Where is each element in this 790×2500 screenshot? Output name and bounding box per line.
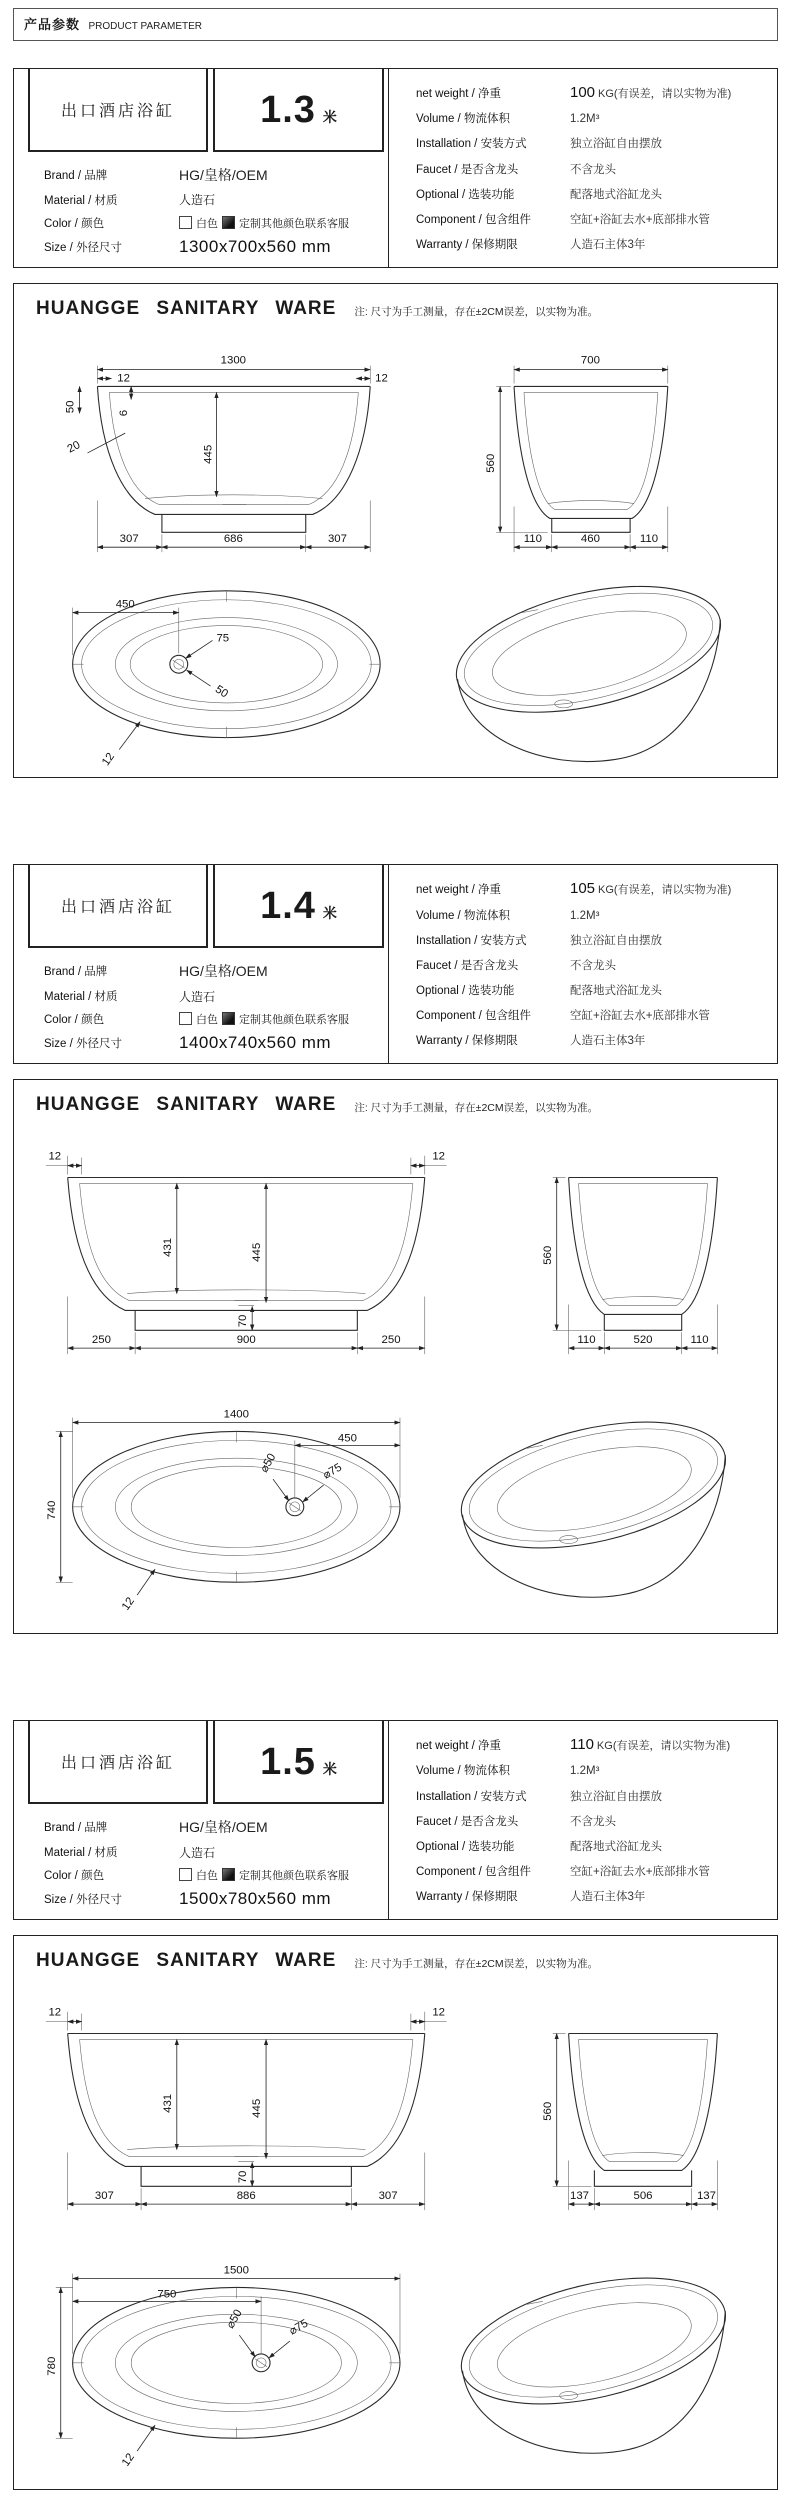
spec-row-optional: [416, 186, 773, 202]
dim-top-width: 1400: [223, 1408, 249, 1421]
spec-label: Color / 颜色: [44, 217, 105, 230]
dim-bottom-right: 307: [327, 533, 347, 546]
spec-row-component: [416, 1007, 773, 1023]
white-color-swatch: [179, 1868, 192, 1881]
drawing-header: [36, 1950, 767, 1972]
spec-row-size: [44, 237, 382, 257]
spec-label: Warranty / 保修期限: [416, 1035, 518, 1048]
dim-rim-right: 12: [375, 372, 388, 385]
spec-row-volume: [416, 110, 773, 126]
product-section-1-3m: [13, 68, 778, 778]
spec-value: 配落地式浴缸龙头: [570, 1840, 662, 1853]
dim-drain-d2: 50: [212, 683, 231, 701]
spec-row-installation: [416, 932, 773, 948]
spec-row-net-weight: [416, 880, 773, 897]
spec-label: Volume / 物流体积: [416, 113, 510, 126]
dim-h2: 445: [251, 1243, 264, 1263]
dim-rim-right: 12: [432, 1150, 446, 1163]
spec-value: 独立浴缸自由摆放: [570, 1790, 662, 1803]
spec-table: [13, 864, 778, 1064]
dim-side-width: 700: [580, 354, 600, 367]
color-white-label: 白色: [196, 1013, 218, 1026]
dim-rim-left: 12: [48, 1150, 62, 1163]
spec-label: Size / 外径尺寸: [44, 1038, 122, 1051]
white-color-swatch: [179, 1012, 192, 1025]
title-row: [14, 1721, 388, 1804]
drawing-header: [36, 298, 767, 320]
perspective-view-drawing: [444, 564, 732, 762]
spec-row-size: [44, 1033, 382, 1053]
page-title-en: PRODUCT PARAMETER: [88, 21, 202, 32]
page-title-cn: 产品参数: [24, 17, 81, 32]
spec-row-material: [44, 191, 382, 208]
product-size-box: [213, 69, 384, 152]
spec-value: 不含龙头: [570, 163, 616, 176]
front-view-drawing: [46, 1151, 447, 1354]
spec-label: Component / 包含组件: [416, 1010, 532, 1023]
spec-value: 人造石主体3年: [570, 1891, 646, 1904]
spec-value: 1.2M³: [570, 1765, 600, 1778]
dim-side-b2: 506: [633, 2190, 653, 2203]
dim-top-rim: 12: [119, 1595, 137, 1614]
spec-row-optional: [416, 1838, 773, 1854]
dim-h3: 70: [237, 2170, 250, 2184]
spec-value: [179, 1011, 349, 1027]
dim-side-height: 560: [541, 1246, 554, 1266]
drawing-panel: [13, 1935, 778, 2490]
spec-row-installation: [416, 135, 773, 151]
dim-drain-d1: ⌀50: [258, 1452, 279, 1475]
dim-side-b2: 520: [633, 1334, 653, 1347]
spec-value: 独立浴缸自由摆放: [570, 934, 662, 947]
product-name-box: [28, 69, 208, 152]
dim-drain-offset: 450: [115, 598, 135, 611]
product-name-box: [28, 865, 208, 948]
spec-row-color: [44, 215, 382, 231]
spec-value: 空缸+浴缸去水+底部排水管: [570, 1865, 710, 1878]
spec-table: [13, 1720, 778, 1920]
spec-value: 独立浴缸自由摆放: [570, 138, 662, 151]
spec-value: 不含龙头: [570, 1815, 616, 1828]
top-view-drawing: [73, 591, 380, 768]
dim-side-b1: 137: [570, 2190, 590, 2203]
spec-row-material: [44, 1844, 382, 1861]
measurement-note: 注: 尺寸为手工测量，存在±2CM误差，以实物为准。: [354, 1958, 599, 1971]
weight-note: KG(有误差，请以实物为准): [598, 884, 732, 897]
front-view-drawing: [65, 355, 388, 552]
spec-label: Faucet / 是否含龙头: [416, 163, 519, 176]
white-color-swatch: [179, 216, 192, 229]
side-view-drawing: [485, 355, 668, 552]
spec-label: Installation / 安装方式: [416, 934, 527, 947]
dim-bottom-right: 307: [378, 2190, 398, 2203]
top-view-drawing: [46, 1409, 400, 1613]
size-number: 1.4: [260, 884, 316, 927]
spec-value: 配落地式浴缸龙头: [570, 984, 662, 997]
technical-drawings-1-3m: [28, 322, 767, 773]
spec-row-warranty: [416, 236, 773, 252]
brand-title: HUANGGE SANITARY WARE: [36, 1094, 337, 1116]
spec-value: 人造石: [179, 989, 216, 1004]
dim-h2: 445: [251, 2098, 264, 2119]
spec-value: 空缸+浴缸去水+底部排水管: [570, 213, 710, 226]
brand-title: HUANGGE SANITARY WARE: [36, 1950, 337, 1972]
spec-label: net weight / 净重: [416, 1740, 502, 1753]
weight-note: KG(有误差，请以实物为准): [596, 1740, 731, 1753]
product-section-1-4m: [13, 864, 778, 1634]
color-white-label: 白色: [196, 1869, 218, 1882]
perspective-view-drawing: [449, 2256, 737, 2454]
dim-side-b3: 110: [639, 533, 659, 546]
spec-value: HG/皇格/OEM: [179, 167, 268, 183]
spec-row-faucet: [416, 161, 773, 177]
spec-label: Faucet / 是否含龙头: [416, 1815, 519, 1828]
dim-drain-d1: 75: [216, 632, 230, 645]
spec-label: Volume / 物流体积: [416, 909, 510, 922]
product-name: 出口酒店浴缸: [60, 899, 175, 917]
spec-row-brand: [44, 961, 382, 981]
spec-value: HG/皇格/OEM: [179, 1819, 268, 1836]
spec-row-component: [416, 211, 773, 227]
dim-drain-offset: 450: [337, 1432, 357, 1445]
spec-row-warranty: [416, 1888, 773, 1904]
spec-label: Material / 材质: [44, 1847, 118, 1859]
spec-value: 1500x780x560 mm: [179, 1889, 332, 1909]
left-specs: [14, 152, 388, 267]
spec-label: Component / 包含组件: [416, 1865, 532, 1878]
spec-value: 1400x740x560 mm: [179, 1033, 332, 1053]
left-specs: [14, 1804, 388, 1919]
spec-table-right: [388, 69, 777, 267]
front-view-drawing: [46, 2007, 447, 2210]
spec-label: net weight / 净重: [416, 88, 502, 101]
weight-value: 110: [570, 1736, 594, 1754]
size-unit: 米: [322, 904, 337, 921]
spec-row-installation: [416, 1788, 773, 1804]
spec-row-faucet: [416, 957, 773, 973]
spec-row-optional: [416, 982, 773, 998]
dim-side-b3: 137: [696, 2190, 716, 2203]
spec-label: Warranty / 保修期限: [416, 1891, 518, 1904]
dim-side-b1: 110: [577, 1334, 596, 1347]
size-unit: 米: [322, 108, 337, 125]
side-view-drawing: [542, 1178, 718, 1355]
spec-row-volume: [416, 907, 773, 923]
custom-color-swatch: [222, 1012, 235, 1025]
spec-label: Optional / 选装功能: [416, 188, 515, 201]
spec-table-left: [14, 69, 388, 267]
measurement-note: 注: 尺寸为手工测量，存在±2CM误差，以实物为准。: [354, 1102, 599, 1115]
size-unit: 米: [322, 1760, 337, 1777]
page-header: [13, 8, 778, 41]
dim-side-b1: 110: [523, 533, 542, 546]
spec-value: HG/皇格/OEM: [179, 963, 268, 980]
spec-value: 1.2M³: [570, 113, 600, 126]
drawing-header: [36, 1094, 767, 1116]
technical-drawings-1-5m: [28, 1974, 767, 2485]
dim-bottom-mid: 686: [223, 533, 243, 546]
spec-label: Component / 包含组件: [416, 213, 532, 226]
size-number: 1.5: [260, 1740, 316, 1783]
spec-value: 1300x700x560 mm: [179, 236, 332, 256]
dim-h3: 70: [237, 1314, 250, 1328]
spec-row-brand: [44, 165, 382, 185]
size-number: 1.3: [260, 88, 316, 131]
weight-value: 100: [570, 84, 596, 102]
perspective-view-drawing: [449, 1400, 737, 1598]
dim-side-height: 560: [485, 453, 498, 473]
dim-bottom-right: 250: [381, 1334, 401, 1347]
dim-h1: 431: [161, 1238, 174, 1258]
color-custom-label: 定制其他颜色联系客服: [239, 1013, 349, 1026]
spec-row-brand: [44, 1817, 382, 1837]
color-custom-label: 定制其他颜色联系客服: [239, 1869, 349, 1882]
dim-rim-right: 12: [432, 2006, 446, 2019]
drawing-panel: [13, 1079, 778, 1634]
spec-table-left: [14, 1721, 388, 1919]
spec-row-faucet: [416, 1813, 773, 1829]
product-name: 出口酒店浴缸: [60, 1755, 175, 1773]
dim-drain-d1: ⌀50: [224, 2307, 245, 2331]
product-size-box: [213, 865, 384, 948]
spec-row-size: [44, 1889, 382, 1909]
dim-bottom-left: 307: [94, 2190, 114, 2203]
dim-depth: 445: [202, 444, 215, 464]
spec-value: [179, 1867, 349, 1883]
spec-value: 人造石主体3年: [570, 1035, 646, 1048]
spec-label: Color / 颜色: [44, 1013, 105, 1026]
dim-front-width: 1300: [220, 354, 247, 367]
spec-table: [13, 68, 778, 268]
weight-note: KG(有误差，请以实物为准): [598, 88, 732, 101]
spec-label: Optional / 选装功能: [416, 1840, 515, 1853]
dim-rim-left: 12: [48, 2006, 62, 2019]
spec-value: 不含龙头: [570, 959, 616, 972]
spec-label: Installation / 安装方式: [416, 1790, 527, 1803]
dim-bottom-mid: 900: [236, 1334, 256, 1347]
spec-label: Brand / 品牌: [44, 966, 108, 979]
spec-value: 人造石: [179, 1845, 216, 1860]
spec-label: net weight / 净重: [416, 884, 502, 897]
color-white-label: 白色: [196, 217, 218, 230]
spec-table-left: [14, 865, 388, 1063]
spec-label: Size / 外径尺寸: [44, 1894, 122, 1907]
spec-label: Brand / 品牌: [44, 1822, 108, 1835]
spec-label: Material / 材质: [44, 194, 118, 207]
spec-label: Installation / 安装方式: [416, 138, 527, 151]
dim-drain-d2: ⌀75: [287, 2317, 311, 2338]
spec-row-component: [416, 1863, 773, 1879]
spec-value: [179, 215, 349, 231]
spec-row-net-weight: [416, 84, 773, 101]
spec-table-right: [388, 1721, 777, 1919]
spec-label: Faucet / 是否含龙头: [416, 959, 519, 972]
product-name-box: [28, 1721, 208, 1804]
spec-row-color: [44, 1011, 382, 1027]
spec-value: 人造石: [179, 193, 216, 208]
measurement-note: 注: 尺寸为手工测量，存在±2CM误差，以实物为准。: [354, 306, 599, 318]
dim-side-b2: 460: [580, 533, 600, 546]
spec-value: 1.2M³: [570, 909, 600, 922]
top-view-drawing: [46, 2265, 400, 2469]
spec-label: Warranty / 保修期限: [416, 238, 518, 251]
custom-color-swatch: [222, 1868, 235, 1881]
title-row: [14, 865, 388, 948]
brand-title: HUANGGE SANITARY WARE: [36, 298, 337, 319]
spec-row-material: [44, 988, 382, 1005]
color-custom-label: 定制其他颜色联系客服: [239, 217, 349, 230]
dim-bottom-mid: 886: [236, 2190, 256, 2203]
dim-drain-offset: 750: [157, 2288, 177, 2301]
weight-value: 105: [570, 880, 596, 898]
spec-label: Material / 材质: [44, 991, 118, 1004]
left-specs: [14, 948, 388, 1063]
dim-top-width: 1500: [223, 2264, 249, 2277]
dim-drain-d2: ⌀75: [321, 1461, 344, 1482]
spec-label: Size / 外径尺寸: [44, 241, 122, 254]
dim-bottom-left: 250: [91, 1334, 111, 1347]
dim-top-height: 780: [45, 2356, 58, 2376]
product-size-box: [213, 1721, 384, 1804]
spec-value: 配落地式浴缸龙头: [570, 188, 662, 201]
dim-top-rim: 12: [119, 2451, 137, 2469]
spec-value: 空缸+浴缸去水+底部排水管: [570, 1010, 710, 1023]
dim-height-6: 6: [118, 409, 131, 417]
spec-table-right: [388, 865, 777, 1063]
dim-top-height: 740: [45, 1501, 58, 1521]
dim-wall-thickness: 20: [65, 439, 83, 456]
spec-row-net-weight: [416, 1736, 773, 1753]
custom-color-swatch: [222, 216, 235, 229]
dim-rim-left: 12: [117, 372, 130, 385]
dim-h1: 431: [161, 2094, 174, 2114]
title-row: [14, 69, 388, 152]
dim-top-rim: 12: [99, 750, 118, 769]
spec-row-volume: [416, 1762, 773, 1778]
spec-label: Brand / 品牌: [44, 170, 108, 182]
product-name: 出口酒店浴缸: [60, 103, 175, 120]
spec-row-warranty: [416, 1032, 773, 1048]
dim-side-b3: 110: [690, 1334, 709, 1347]
spec-label: Optional / 选装功能: [416, 984, 515, 997]
spec-label: Volume / 物流体积: [416, 1765, 510, 1778]
dim-height-50: 50: [64, 400, 77, 414]
technical-drawings-1-4m: [28, 1118, 767, 1629]
spec-row-color: [44, 1867, 382, 1883]
spec-value: 人造石主体3年: [570, 238, 646, 251]
dim-bottom-left: 307: [119, 533, 139, 546]
dim-side-height: 560: [541, 2101, 554, 2121]
product-section-1-5m: [13, 1720, 778, 2490]
side-view-drawing: [542, 2034, 718, 2211]
drawing-panel: [13, 283, 778, 778]
spec-label: Color / 颜色: [44, 1869, 105, 1882]
